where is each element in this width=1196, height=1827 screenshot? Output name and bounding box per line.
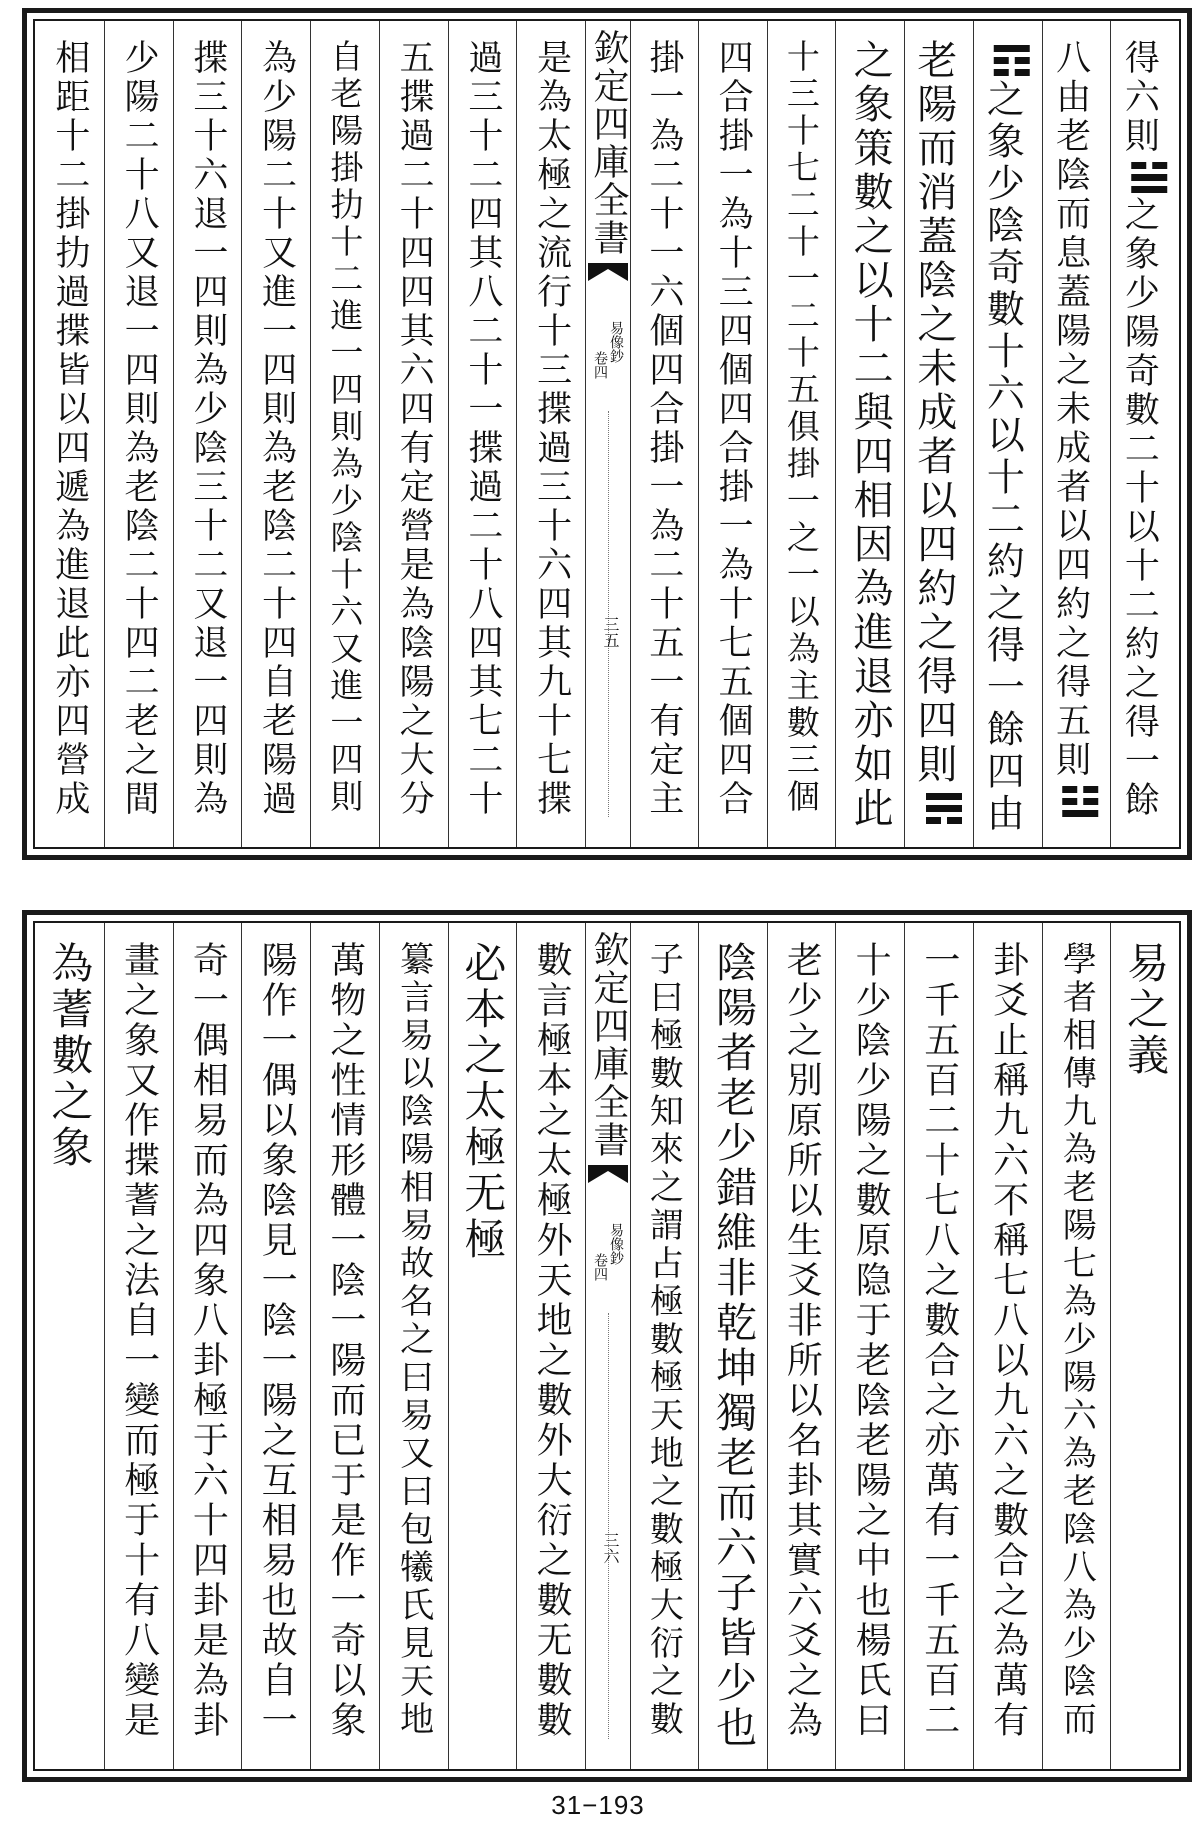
trigram-d-icon xyxy=(924,787,964,827)
text-segment: 是為太極之流行十三揲過三十六四其九十七揲 xyxy=(531,39,572,819)
text-column xyxy=(104,21,173,847)
text-column xyxy=(241,21,310,847)
text-column xyxy=(973,923,1042,1769)
text-column xyxy=(973,21,1042,847)
column-text: 數言極本之太極外天地之數外大衍之數无數數 xyxy=(531,941,573,1741)
text-segment: 掛一為二十一六個四合掛一為二十五一有定主 xyxy=(643,39,684,819)
column-text xyxy=(187,39,228,819)
text-column xyxy=(448,21,517,847)
column-text xyxy=(256,39,297,819)
column-text: 一千五百二十七八之數合之亦萬有一千五百二 xyxy=(918,941,960,1741)
column-text xyxy=(847,39,894,831)
column-text: 奇一偶相易而為四象八卦極于六十四卦是為卦 xyxy=(187,941,229,1741)
text-column xyxy=(241,923,310,1769)
text-column xyxy=(379,923,448,1769)
text-column xyxy=(767,21,836,847)
column-text: 為蓍數之象 xyxy=(45,941,95,1171)
column-text: 必本之太極无極 xyxy=(458,941,508,1263)
column-text xyxy=(713,39,754,819)
text-segment: 相距十二掛扐過揲皆以四遞為進退此亦四營成 xyxy=(49,39,90,819)
text-segment: 十三十七二十一二十五俱掛一之一以為主數三個 xyxy=(781,39,821,816)
text-column xyxy=(379,21,448,847)
text-segment: 八由老陰而息蓋陽之未成者以四約之得五則 xyxy=(1050,39,1091,780)
collection-title: 欽定四庫全書 xyxy=(588,29,629,257)
fishtail-ornament-icon xyxy=(588,1163,628,1185)
book-title: 易像鈔 xyxy=(608,1223,624,1265)
column-text: 畫之象又作揲蓍之法自一變而極于十有八變是 xyxy=(118,941,160,1741)
band-rule xyxy=(608,1313,609,1739)
text-column xyxy=(767,923,836,1769)
trigram-b-icon xyxy=(1060,780,1100,820)
text-segment: 過三十二四其八二十一揲過二十八四其七二十 xyxy=(462,39,503,819)
text-column xyxy=(1042,923,1111,1769)
center-band xyxy=(585,923,631,1769)
column-text: 十少陰少陽之數原隐于老陰老陽之中也楊氏曰 xyxy=(850,941,892,1741)
text-column xyxy=(310,923,379,1769)
page-number-footer: 31−193 xyxy=(551,1790,645,1820)
column-text xyxy=(643,39,684,819)
column-text xyxy=(49,39,90,819)
text-column xyxy=(835,21,904,847)
column-text xyxy=(781,39,821,816)
volume-label: 卷四 xyxy=(592,1253,608,1281)
text-column xyxy=(448,923,517,1769)
fishtail-ornament-icon xyxy=(588,261,628,283)
column-text xyxy=(531,39,572,819)
text-segment: 老陽而消蓋陰之未成者以四約之得四則 xyxy=(910,39,957,787)
volume-label: 卷四 xyxy=(592,351,608,379)
text-column xyxy=(835,923,904,1769)
trigram-a-icon xyxy=(1129,156,1169,196)
column-text xyxy=(1050,39,1101,820)
text-column xyxy=(698,21,767,847)
folio-number: 三六 xyxy=(601,1532,620,1564)
text-column xyxy=(310,21,379,847)
column-text xyxy=(462,39,503,819)
top-page xyxy=(22,8,1192,860)
text-segment: 自老陽掛扐十二進一四則為少陰十六又進一四則 xyxy=(325,39,365,816)
text-column xyxy=(516,923,585,1769)
column-text: 萬物之性情形體一陰一陽而已于是作一奇以象 xyxy=(324,941,366,1741)
text-column xyxy=(516,21,585,847)
column-text: 學者相傳九為老陽七為少陽六為老陰八為少陰而 xyxy=(1056,941,1097,1739)
text-column xyxy=(104,923,173,1769)
column-text xyxy=(980,39,1032,835)
text-column xyxy=(1110,923,1179,1769)
column-text xyxy=(119,39,160,819)
text-column xyxy=(173,21,242,847)
column-text xyxy=(1121,39,1169,820)
column-text: 陽作一偶以象陰見一陰一陽之互相易也故自一 xyxy=(256,941,298,1741)
text-column xyxy=(629,21,698,847)
text-segment: 少陽二十八又退一四則為老陰二十四二老之間 xyxy=(119,39,160,819)
bottom-page-frame xyxy=(33,921,1181,1771)
folio-number: 三五 xyxy=(601,616,620,648)
text-column xyxy=(1042,21,1111,847)
top-page-frame xyxy=(33,19,1181,849)
text-segment: 四合掛一為十三四個四合掛一為十七五個四合 xyxy=(713,39,754,819)
text-column xyxy=(904,923,973,1769)
text-segment: 之象少陰奇數十六以十二約之得一餘四由 xyxy=(980,79,1025,835)
column-text xyxy=(325,39,365,816)
center-band xyxy=(585,21,631,847)
column-text: 易之義 xyxy=(1121,941,1171,1079)
text-column xyxy=(698,923,767,1769)
trigram-c-icon xyxy=(992,39,1032,79)
column-text: 子曰極數知來之謂占極數極天地之數極大衍之數 xyxy=(643,941,684,1739)
text-segment: 之象少陽奇數二十以十二約之得一餘 xyxy=(1119,196,1160,820)
column-text xyxy=(394,39,435,819)
text-column xyxy=(1110,21,1179,847)
column-text: 纂言易以陰陽相易故名之曰易又曰包犧氏見天地 xyxy=(393,941,434,1739)
text-segment: 之象策數之以十二與四相因為進退亦如此 xyxy=(847,39,894,831)
text-column xyxy=(173,923,242,1769)
text-segment: 得六則 xyxy=(1119,39,1160,156)
bottom-page xyxy=(22,910,1192,1782)
text-column xyxy=(35,923,104,1769)
text-column xyxy=(629,923,698,1769)
collection-title: 欽定四庫全書 xyxy=(588,931,629,1159)
text-column xyxy=(904,21,973,847)
book-title: 易像鈔 xyxy=(608,321,624,363)
column-text: 陰陽者老少錯維非乾坤獨老而六子皆少也 xyxy=(709,941,758,1751)
text-segment: 揲三十六退一四則為少陰三十二又退一四則為 xyxy=(187,39,228,819)
column-text: 老少之別原所以生爻非所以名卦其實六爻之為 xyxy=(781,941,823,1741)
column-text: 卦爻止稱九六不稱七八以九六之數合之為萬有 xyxy=(987,941,1029,1741)
text-column xyxy=(35,21,104,847)
band-rule xyxy=(608,411,609,817)
text-segment: 五揲過二十四四其六四有定營是為陰陽之大分 xyxy=(394,39,435,819)
text-segment: 為少陽二十又進一四則為老陰二十四自老陽過 xyxy=(256,39,297,819)
column-text xyxy=(910,39,964,827)
